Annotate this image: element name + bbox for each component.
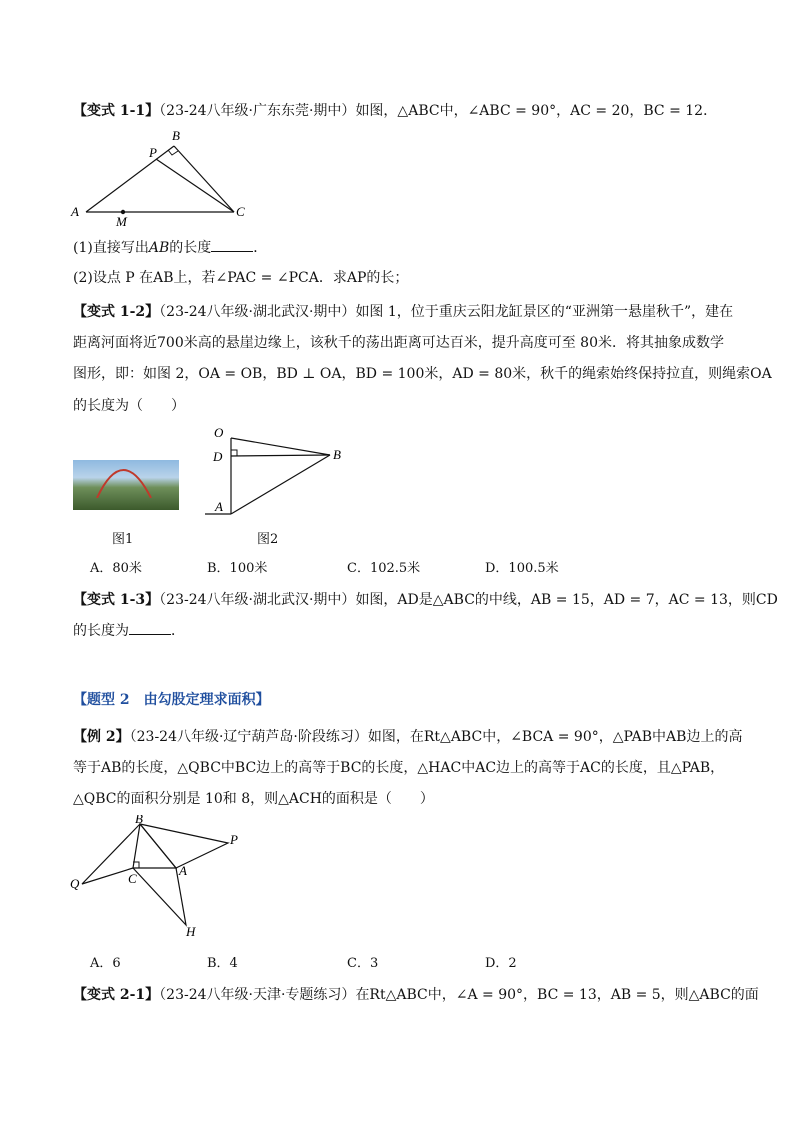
v21-stem-text: 在Rt△ABC中，∠A = 90°，BC = 13，AB = 5，则△ABC的面: [355, 987, 759, 1003]
v12-line1-text: 如图 1，位于重庆云阳龙缸景区的“亚洲第一悬崖秋千”，建在: [355, 304, 734, 320]
v13-stem-text: 如图，AD是△ABC的中线，AB = 15，AD = 7，AC = 13，则CD: [355, 592, 778, 608]
v12-option-b[interactable]: B．100米: [207, 561, 268, 576]
v13-line2-text: 的长度为: [73, 623, 129, 639]
ex2-option-b[interactable]: B．4: [207, 956, 238, 971]
ex2-label-B: B: [135, 815, 143, 826]
v11-q1-part1: (1)直接写出: [73, 240, 149, 256]
v12-figure2: [205, 420, 355, 520]
v12-line2: 距离河面将近700米高的悬崖边缘上，该秋千的荡出距离可达百米，提升高度可至 80米．将其抽象成数学: [73, 335, 724, 351]
v12-line4: 的长度为（ ）: [73, 398, 185, 414]
v11-stem: [73, 101, 717, 121]
v12-label-B: B: [333, 447, 341, 462]
v12-tag: 【变式 1-2】: [73, 304, 160, 320]
v13-source: （23-24八年级·湖北武汉·期中）: [159, 592, 356, 608]
ex2-label-C: C: [128, 871, 137, 886]
ex2-figure: [66, 815, 246, 940]
v12-option-d[interactable]: D．100.5米: [485, 561, 559, 576]
v12-right-angle-mark: [231, 450, 237, 456]
v11-q1: [73, 238, 267, 258]
v13-stem: [73, 590, 778, 610]
v11-label-B: B: [172, 128, 180, 143]
v11-figure-triangle: [66, 126, 256, 231]
v11-label-P: P: [149, 145, 157, 160]
v13-tag: 【变式 1-3】: [73, 592, 160, 608]
v12-option-c[interactable]: C．102.5米: [347, 561, 421, 576]
section-heading-type2: 【题型 2 由勾股定理求面积】: [73, 692, 270, 708]
v12-segment-DB: [231, 455, 330, 456]
v21-tag: 【变式 2-1】: [73, 987, 160, 1003]
v12-label-D: D: [213, 449, 223, 464]
v11-q1-end: ．: [253, 240, 268, 256]
ex2-tag: 【例 2】: [73, 729, 130, 745]
ex2-line3: △QBC的面积分别是 10和 8，则△ACH的面积是（ ）: [73, 791, 434, 807]
v12-segment-AB: [231, 455, 330, 514]
v11-q1-part3: 的长度: [169, 240, 212, 256]
v21-source: （23-24八年级·天津·专题练习）: [159, 987, 356, 1003]
ex2-option-c[interactable]: C．3: [347, 956, 379, 971]
v21-stem: [73, 985, 759, 1005]
ex2-label-A: A: [179, 863, 187, 878]
v11-label-C: C: [236, 204, 245, 219]
v13-end: ．: [171, 623, 185, 639]
ex2-option-a[interactable]: A．6: [90, 956, 121, 971]
v12-segment-OB: [231, 438, 330, 455]
v12-swing-arch: [93, 452, 157, 498]
ex2-line2: 等于AB的长度，△QBC中BC边上的高等于BC的长度，△HAC中AC边上的高等于AC的长度，且△PAB，: [73, 760, 725, 776]
v11-side-AB: [86, 146, 174, 212]
v11-source: （23-24八年级·广东东莞·期中）: [159, 103, 356, 119]
v11-side-BC: [174, 146, 234, 212]
v12-label-O: O: [214, 425, 224, 440]
v11-label-A: A: [71, 204, 79, 219]
v11-stem-text: 如图，△ABC中，∠ABC = 90°，AC = 20，BC = 12．: [355, 103, 718, 119]
v12-swing-rope-icon: [97, 470, 151, 498]
v12-source: （23-24八年级·湖北武汉·期中）: [159, 304, 356, 320]
ex2-label-P: P: [230, 832, 238, 847]
ex2-line1-text: 如图，在Rt△ABC中，∠BCA = 90°，△PAB中AB边上的高: [367, 729, 743, 745]
v11-q1-part2: AB: [148, 240, 170, 256]
ex2-triangle-PAB: [140, 824, 228, 868]
ex2-line1: [73, 727, 742, 747]
ex2-source: （23-24八年级·辽宁葫芦岛·阶段练习）: [129, 729, 368, 745]
v12-line3: 图形，即：如图 2，OA = OB，BD ⊥ OA，BD = 100米，AD = 80米，秋千的绳索始终保持拉直，则绳索OA: [73, 366, 772, 382]
v12-caption-fig1: 图1: [112, 532, 134, 547]
v11-segment-PC: [156, 159, 234, 212]
v12-caption-fig2: 图2: [257, 532, 279, 547]
v12-option-a[interactable]: A．80米: [90, 561, 142, 576]
ex2-option-d[interactable]: D．2: [485, 956, 517, 971]
answer-blank: [129, 622, 171, 635]
v11-tag: 【变式 1-1】: [73, 103, 160, 119]
answer-blank: [211, 239, 253, 252]
v11-right-angle-mark: [168, 150, 178, 155]
v13-line2: [73, 621, 185, 641]
v11-q2: (2)设点 P 在AB上，若∠PAC = ∠PCA．求AP的长；: [73, 270, 409, 286]
v12-line1: [73, 302, 733, 322]
v11-label-M: M: [116, 214, 127, 229]
ex2-label-Q: Q: [70, 876, 80, 891]
v12-label-A: A: [215, 499, 223, 514]
ex2-label-H: H: [186, 924, 196, 939]
